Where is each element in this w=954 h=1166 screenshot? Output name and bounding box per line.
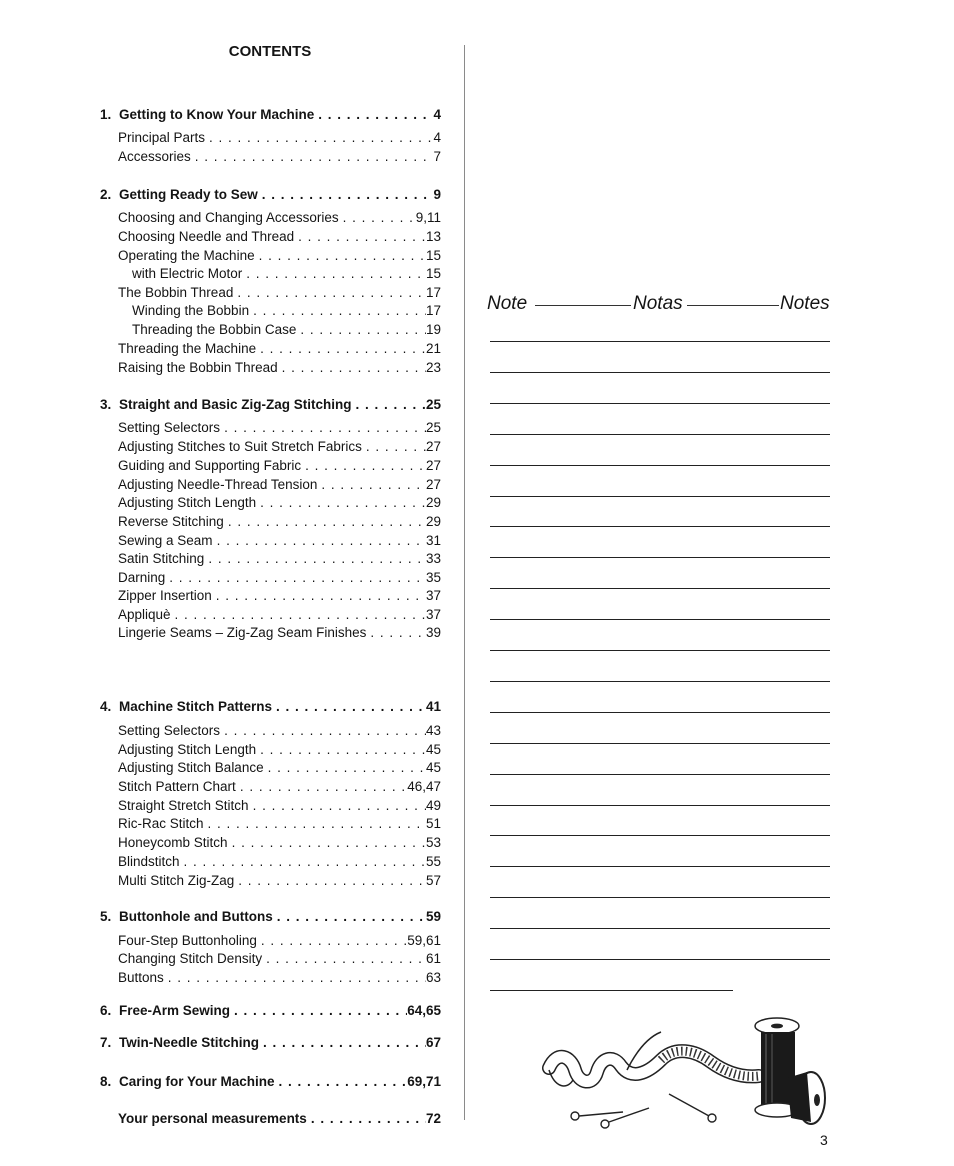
toc-section-number: 7. (100, 1035, 112, 1050)
toc-leader-dots (255, 246, 426, 265)
toc-page-number: 49 (425, 798, 441, 813)
toc-leader-dots (301, 456, 426, 475)
toc-entry (118, 721, 441, 740)
note-line (490, 928, 830, 929)
toc-leader-dots (273, 907, 426, 926)
toc-entry (118, 475, 441, 494)
toc-label: Adjusting Stitch Length (118, 742, 257, 757)
toc-leader-dots (264, 758, 426, 777)
toc-page-number: 4 (433, 130, 441, 145)
toc-label: with Electric Motor (132, 266, 243, 281)
toc-label: Your personal measurements (118, 1111, 307, 1126)
toc-entry (118, 493, 441, 512)
toc-page-number: 55 (425, 854, 441, 869)
toc-page-number: 61 (425, 951, 441, 966)
note-line (490, 835, 830, 836)
toc-page-number: 59,61 (407, 933, 441, 948)
toc-page-number: 31 (425, 533, 441, 548)
note-line (490, 712, 830, 713)
toc-page-number: 64,65 (407, 1003, 441, 1018)
pins-icon (571, 1094, 716, 1128)
toc-label: Twin-Needle Stitching (119, 1035, 260, 1050)
toc-label: Accessories (118, 149, 191, 164)
toc-page-number: 9,11 (415, 210, 441, 225)
note-line (490, 774, 830, 775)
toc-page-number: 27 (425, 458, 441, 473)
toc-leader-dots (180, 852, 426, 871)
toc-entry (118, 871, 441, 890)
toc-label: Buttonhole and Buttons (119, 909, 273, 924)
toc-leader-dots (272, 697, 426, 716)
notes-heading-rule (687, 305, 779, 306)
toc-leader-dots (212, 586, 426, 605)
toc-entry (118, 833, 441, 852)
toc-page-number: 33 (425, 551, 441, 566)
toc-leader-dots (262, 949, 426, 968)
toc-label: Buttons (118, 970, 164, 985)
note-line (490, 897, 830, 898)
toc-section (100, 105, 441, 124)
toc-entry (118, 777, 441, 796)
toc-entry (118, 740, 441, 759)
toc-section (100, 395, 441, 414)
toc-page-number: 69,71 (407, 1074, 441, 1089)
toc-leader-dots (205, 128, 433, 147)
contents-title: CONTENTS (228, 43, 312, 60)
toc-section (100, 1001, 441, 1020)
toc-page-number: 25 (425, 397, 441, 412)
toc-page-number: 72 (425, 1111, 441, 1126)
toc-leader-dots (278, 358, 426, 377)
toc-page-number: 25 (425, 420, 441, 435)
toc-label: Caring for Your Machine (119, 1074, 275, 1089)
toc-entry (118, 605, 441, 624)
toc-leader-dots (220, 418, 426, 437)
page-number: 3 (820, 1132, 828, 1148)
toc-leader-dots (275, 1072, 408, 1091)
toc-entry (118, 949, 441, 968)
toc-entry (118, 512, 441, 531)
toc-leader-dots (256, 493, 426, 512)
toc-label: Multi Stitch Zig-Zag (118, 873, 235, 888)
toc-section-number: 1. (100, 107, 112, 122)
toc-entry (118, 531, 441, 550)
toc-leader-dots (224, 512, 426, 531)
toc-leader-dots (220, 721, 426, 740)
toc-leader-dots (256, 740, 426, 759)
toc-entry (118, 623, 441, 642)
toc-leader-dots (352, 395, 426, 414)
toc-section-number: 8. (100, 1074, 112, 1089)
toc-entry (118, 418, 441, 437)
toc-leader-dots (366, 623, 426, 642)
toc-page-number: 67 (425, 1035, 441, 1050)
notes-heading-es: Notas (633, 293, 683, 314)
toc-leader-dots (165, 568, 426, 587)
toc-leader-dots (294, 227, 426, 246)
toc-label: Straight and Basic Zig-Zag Stitching (119, 397, 352, 412)
toc-section (100, 1072, 441, 1091)
toc-entry (118, 1109, 441, 1128)
toc-page-number: 23 (425, 360, 441, 375)
toc-section-number: 3. (100, 397, 112, 412)
toc-leader-dots (317, 475, 426, 494)
toc-entry (118, 549, 441, 568)
note-line (490, 650, 830, 651)
toc-label: Raising the Bobbin Thread (118, 360, 278, 375)
toc-entry (118, 227, 441, 246)
toc-leader-dots (236, 777, 407, 796)
toc-label: Threading the Bobbin Case (132, 322, 297, 337)
toc-page-number: 45 (425, 760, 441, 775)
toc-page-number: 15 (425, 266, 441, 281)
toc-label: Threading the Machine (118, 341, 257, 356)
toc-leader-dots (164, 968, 426, 987)
toc-entry (118, 358, 441, 377)
notes-heading-en: Note (487, 293, 528, 314)
toc-page-number: 41 (425, 699, 441, 714)
toc-entry (118, 814, 441, 833)
toc-leader-dots (258, 185, 434, 204)
note-line (490, 403, 830, 404)
toc-entry (118, 283, 441, 302)
toc-section-number: 4. (100, 699, 112, 714)
toc-page-number: 57 (425, 873, 441, 888)
toc-leader-dots (307, 1109, 426, 1128)
toc-entry (118, 796, 441, 815)
toc-label: Blindstitch (118, 854, 180, 869)
note-line (490, 557, 830, 558)
toc-entry (118, 208, 441, 227)
toc-label: Changing Stitch Density (118, 951, 263, 966)
toc-leader-dots (259, 1033, 426, 1052)
toc-page-number: 35 (425, 570, 441, 585)
toc-label: Adjusting Stitch Balance (118, 760, 264, 775)
toc-entry (118, 852, 441, 871)
toc-label: Adjusting Stitch Length (118, 495, 257, 510)
toc-entry (118, 568, 441, 587)
toc-label: Principal Parts (118, 130, 206, 145)
toc-label: Free-Arm Sewing (119, 1003, 231, 1018)
toc-label: Lingerie Seams – Zig-Zag Seam Finishes (118, 625, 367, 640)
toc-leader-dots (234, 871, 426, 890)
toc-label: Getting Ready to Sew (119, 187, 258, 202)
note-line (490, 526, 830, 527)
toc-page-number: 27 (425, 439, 441, 454)
column-divider (464, 45, 465, 1120)
toc-entry (118, 758, 441, 777)
note-line (490, 743, 830, 744)
toc-label: Reverse Stitching (118, 514, 224, 529)
toc-page-number: 4 (433, 107, 441, 122)
toc-label: The Bobbin Thread (118, 285, 234, 300)
toc-label: Adjusting Stitches to Suit Stretch Fabrics (118, 439, 362, 454)
toc-leader-dots (191, 147, 434, 166)
toc-page-number: 59 (425, 909, 441, 924)
toc-label: Setting Selectors (118, 723, 221, 738)
sewing-illustration (535, 1010, 835, 1138)
note-line (490, 434, 830, 435)
toc-page-number: 46,47 (407, 779, 441, 794)
toc-entry (132, 264, 441, 283)
toc-section (100, 697, 441, 716)
note-line (490, 619, 830, 620)
toc-page-number: 13 (425, 229, 441, 244)
toc-entry (132, 301, 441, 320)
toc-page-number: 45 (425, 742, 441, 757)
toc-label: Winding the Bobbin (132, 303, 250, 318)
toc-leader-dots (362, 437, 426, 456)
toc-entry (118, 968, 441, 987)
toc-entry (118, 437, 441, 456)
toc-section-number: 2. (100, 187, 112, 202)
toc-label: Sewing a Seam (118, 533, 213, 548)
toc-page-number: 29 (425, 495, 441, 510)
toc-page-number: 19 (425, 322, 441, 337)
toc-label: Choosing Needle and Thread (118, 229, 295, 244)
toc-label: Setting Selectors (118, 420, 221, 435)
toc-leader-dots (230, 1001, 407, 1020)
toc-page-number: 43 (425, 723, 441, 738)
toc-leader-dots (242, 264, 426, 283)
toc-leader-dots (257, 931, 407, 950)
toc-label: Four-Step Buttonholing (118, 933, 257, 948)
toc-leader-dots (296, 320, 426, 339)
toc-entry (118, 339, 441, 358)
note-line (490, 372, 830, 373)
toc-section (100, 185, 441, 204)
toc-page-number: 63 (425, 970, 441, 985)
toc-leader-dots (249, 796, 426, 815)
note-line (490, 866, 830, 867)
toc-leader-dots (339, 208, 416, 227)
toc-page-number: 37 (425, 588, 441, 603)
toc-entry (118, 147, 441, 166)
note-line (490, 805, 830, 806)
toc-page-number: 17 (425, 285, 441, 300)
toc-label: Choosing and Changing Accessories (118, 210, 339, 225)
notes-heading (487, 292, 830, 316)
toc-page-number: 7 (433, 149, 441, 164)
note-line (490, 588, 830, 589)
note-line (490, 341, 830, 342)
note-line (490, 465, 830, 466)
toc-label: Machine Stitch Patterns (119, 699, 273, 714)
notes-heading-fr: Notes (780, 293, 830, 314)
toc-section (100, 907, 441, 926)
toc-section-number: 5. (100, 909, 112, 924)
toc-entry (118, 456, 441, 475)
toc-label: Guiding and Supporting Fabric (118, 458, 302, 473)
toc-label: Operating the Machine (118, 248, 255, 263)
toc-label: Stitch Pattern Chart (118, 779, 236, 794)
toc-entry (118, 931, 441, 950)
toc-section (100, 1033, 441, 1052)
toc-label: Darning (118, 570, 166, 585)
toc-page-number: 29 (425, 514, 441, 529)
toc-label: Honeycomb Stitch (118, 835, 228, 850)
toc-page-number: 21 (425, 341, 441, 356)
toc-page-number: 9 (433, 187, 441, 202)
note-line (490, 990, 733, 991)
toc-page-number: 37 (425, 607, 441, 622)
tape-measure-icon (549, 1032, 759, 1086)
toc-label: Zipper Insertion (118, 588, 212, 603)
toc-entry (118, 128, 441, 147)
toc-leader-dots (256, 339, 426, 358)
thread-spool-icon (755, 1018, 825, 1124)
toc-entry (132, 320, 441, 339)
toc-page-number: 17 (425, 303, 441, 318)
toc-leader-dots (249, 301, 426, 320)
toc-leader-dots (171, 605, 426, 624)
toc-page-number: 53 (425, 835, 441, 850)
notes-heading-rule (535, 305, 631, 306)
toc-label: Getting to Know Your Machine (119, 107, 315, 122)
toc-page-number: 39 (425, 625, 441, 640)
toc-leader-dots (233, 283, 426, 302)
toc-entry (118, 586, 441, 605)
toc-label: Satin Stitching (118, 551, 205, 566)
toc-page-number: 51 (425, 816, 441, 831)
toc-leader-dots (204, 814, 426, 833)
toc-section-number: 6. (100, 1003, 112, 1018)
toc-entry (118, 246, 441, 265)
toc-leader-dots (204, 549, 426, 568)
toc-leader-dots (228, 833, 426, 852)
note-line (490, 681, 830, 682)
toc-label: Straight Stretch Stitch (118, 798, 249, 813)
toc-page-number: 15 (425, 248, 441, 263)
toc-leader-dots (314, 105, 433, 124)
toc-label: Adjusting Needle-Thread Tension (118, 477, 318, 492)
note-line (490, 959, 830, 960)
toc-label: Appliquè (118, 607, 171, 622)
note-line (490, 496, 830, 497)
toc-leader-dots (213, 531, 426, 550)
toc-page-number: 27 (425, 477, 441, 492)
toc-label: Ric-Rac Stitch (118, 816, 204, 831)
